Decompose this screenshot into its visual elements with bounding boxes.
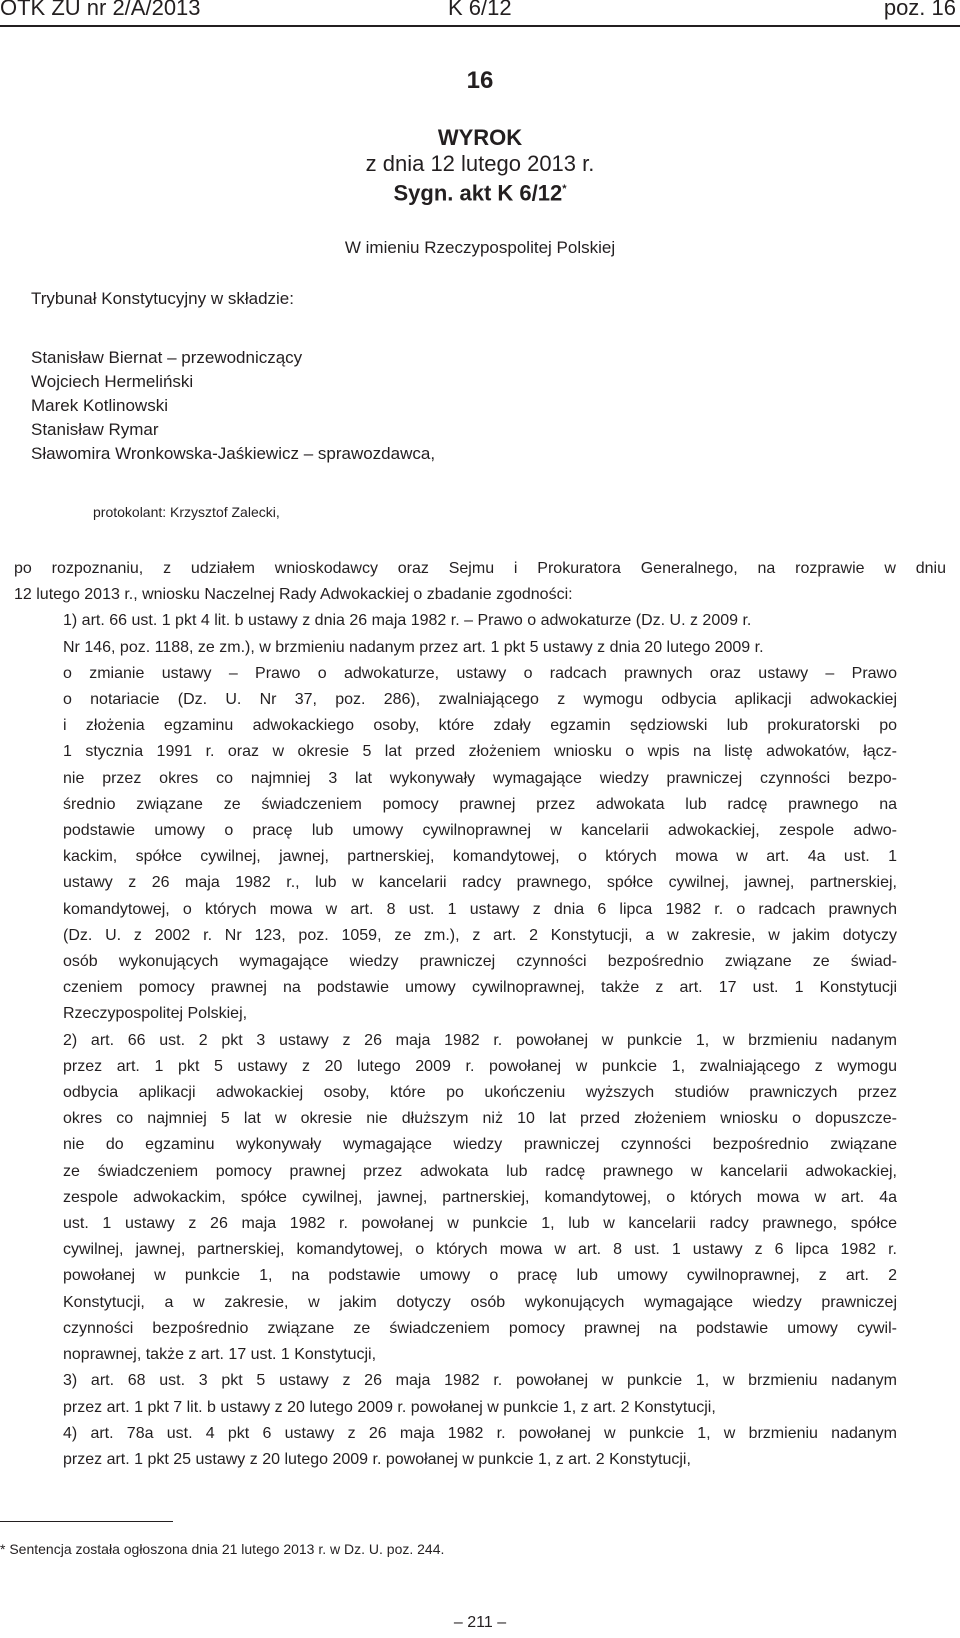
page-number: – 211 – [453,1614,507,1631]
body-line: komandytowej, o których mowa w art. 8 ust. 1 ustawy z dnia 6 lipca 1982 r. o radcach prawnych [63,900,897,918]
footnote: * Sentencja została ogłoszona dnia 21 lutego 2013 r. w Dz. U. poz. 244. [0,1541,445,1557]
body-line: okres co najmniej 5 lat w okresie nie dłuższym niż 10 lat przed złożeniem wniosku o dopuszcze- [63,1110,897,1128]
body-line: 3) art. 68 ust. 3 pkt 5 ustawy z 26 maja 1982 r. powołanej w punkcie 1, w brzmieniu nadanym [63,1372,897,1390]
judgment-body [14,556,946,1473]
body-line: (Dz. U. z 2002 r. Nr 123, poz. 1059, ze zm.), z art. 2 Konstytucji, a w zakresie, w jakim dotyczy [63,926,897,944]
body-line: Rzeczypospolitej Polskiej, [63,1005,248,1023]
body-line: 1) art. 66 ust. 1 pkt 4 lit. b ustawy z dnia 26 maja 1982 r. – Prawo o adwokaturze (Dz. U. z 2009 r. [63,612,752,630]
protocol-clerk: protokolant: Krzysztof Zalecki, [93,504,280,520]
body-line: cywilnej, jawnej, partnerskiej, komandytowej, o których mowa w art. 8 ust. 1 ustawy z 6 lipca 1982 r. [63,1241,897,1259]
body-line: odbycia aplikacji adwokackiej osoby, które po ukończeniu wyższych studiów prawniczych przez [63,1084,897,1102]
body-line: zespole adwokackim, spółce cywilnej, jawnej, partnerskiej, komandytowej, o których mowa w art. 4a [63,1188,897,1206]
header-rule [0,25,960,27]
body-line: 2) art. 66 ust. 2 pkt 3 ustawy z 26 maja 1982 r. powołanej w punkcie 1, w brzmieniu nadanym [63,1031,897,1049]
body-line: o notariacie (Dz. U. Nr 37, poz. 286), zwalniającego z wymogu odbycia aplikacji adwokackiej [63,691,897,709]
composition-label: Trybunał Konstytucyjny w składzie: [31,289,294,308]
invocation: W imieniu Rzeczypospolitej Polskiej [344,238,616,257]
body-line: ze świadczeniem pomocy prawnej przez adwokata lub radcę prawnego w kancelarii adwokackiej, [63,1162,897,1180]
body-line: nie do egzaminu wykonywały wymagające wiedzy prawniczej czynności bezpośrednio związane [63,1136,897,1154]
body-line: przez art. 1 pkt 5 ustawy z 20 lutego 2009 r. powołanej w punkcie 1, zwalniającego z wymogu [63,1057,897,1075]
member: Stanisław Biernat – przewodniczący [31,348,303,367]
body-line: noprawnej, także z art. 17 ust. 1 Konstytucji, [63,1346,377,1364]
members-list [31,346,435,466]
footnote-mark: * [562,183,567,195]
member: Stanisław Rymar [31,420,159,439]
body-line: nie przez okres co najmniej 3 lat wykonywały wymagające wiedzy prawniczej czynności bezpo- [63,769,897,787]
body-line: 12 lutego 2013 r., wniosku Naczelnej Rady Adwokackiej o zbadanie zgodności: [14,586,573,604]
header-case-ref: K 6/12 [448,0,512,20]
body-line: Nr 146, poz. 1188, ze zm.), w brzmieniu nadanym przez art. 1 pkt 5 ustawy z dnia 20 lutego 2009 r. [63,638,764,656]
case-signature-text: Sygn. akt K 6/12 [393,180,563,206]
member: Wojciech Hermeliński [31,372,194,391]
footnote-rule [0,1521,173,1522]
body-line: przez art. 1 pkt 25 ustawy z 20 lutego 2009 r. powołanej w punkcie 1, z art. 2 Konstytucji, [63,1450,691,1468]
position-number: 16 [466,67,494,94]
judgment-title: WYROK [437,125,523,150]
body-line: po rozpoznaniu, z udziałem wnioskodawcy oraz Sejmu i Prokuratora Generalnego, na rozprawie w dniu [14,560,946,577]
body-line: i złożenia egzaminu adwokackiego osoby, które zdały egzamin sędziowski lub prokuratorski po [63,717,897,735]
body-line: kackim, spółce cywilnej, jawnej, partnerskiej, komandytowej, o których mowa w art. 4a ust. 1 [63,848,897,866]
body-line: podstawie umowy o pracę lub umowy cywilnoprawnej w kancelarii adwokackiej, zespole adwo- [63,822,897,840]
body-line: czeniem pomocy prawnej na podstawie umowy cywilnoprawnej, także z art. 17 ust. 1 Konstytucji [63,979,897,997]
judgment-date: z dnia 12 lutego 2013 r. [365,151,595,176]
case-signature [0,176,960,206]
body-line: Konstytucji, a w zakresie, w jakim dotyczy osób wykonujących wymagające wiedzy prawniczej [63,1293,897,1311]
body-line: 1 stycznia 1991 r. oraz w okresie 5 lat przed złożeniem wniosku o wpis na listę adwokatów, łącz- [63,743,897,761]
body-line: czynności bezpośrednio związane ze świadczeniem pomocy prawnej na podstawie umowy cywil- [63,1319,897,1337]
body-line: 4) art. 78a ust. 4 pkt 6 ustawy z 26 maja 1982 r. powołanej w punkcie 1, w brzmieniu nadanym [63,1424,897,1442]
body-line: ustawy z 26 maja 1982 r., lub w kancelarii radcy prawnego, spółce cywilnej, jawnej, partnerskiej, [63,874,897,892]
member: Sławomira Wronkowska-Jaśkiewicz – sprawozdawca, [31,444,436,463]
header-position: poz. 16 [883,0,956,20]
header-journal: OTK ZU nr 2/A/2013 [0,0,201,20]
body-line: ust. 1 ustawy z 26 maja 1982 r. powołanej w punkcie 1, lub w kancelarii radcy prawnego, spółce [63,1215,897,1233]
body-line: powołanej w punkcie 1, na podstawie umowy o pracę lub umowy cywilnoprawnej, z art. 2 [63,1267,897,1285]
body-line: przez art. 1 pkt 7 lit. b ustawy z 20 lutego 2009 r. powołanej w punkcie 1, z art. 2 Konstytucji, [63,1398,716,1416]
member: Marek Kotlinowski [31,396,168,415]
body-line: osób wykonujących wymagające wiedzy prawniczej czynności bezpośrednio związane ze świad- [63,953,897,971]
body-line: o zmianie ustawy – Prawo o adwokaturze, ustawy o radcach prawnych oraz ustawy – Prawo [63,664,897,682]
body-line: średnio związane ze świadczeniem pomocy prawnej przez adwokata lub radcę prawnego na [63,795,897,813]
